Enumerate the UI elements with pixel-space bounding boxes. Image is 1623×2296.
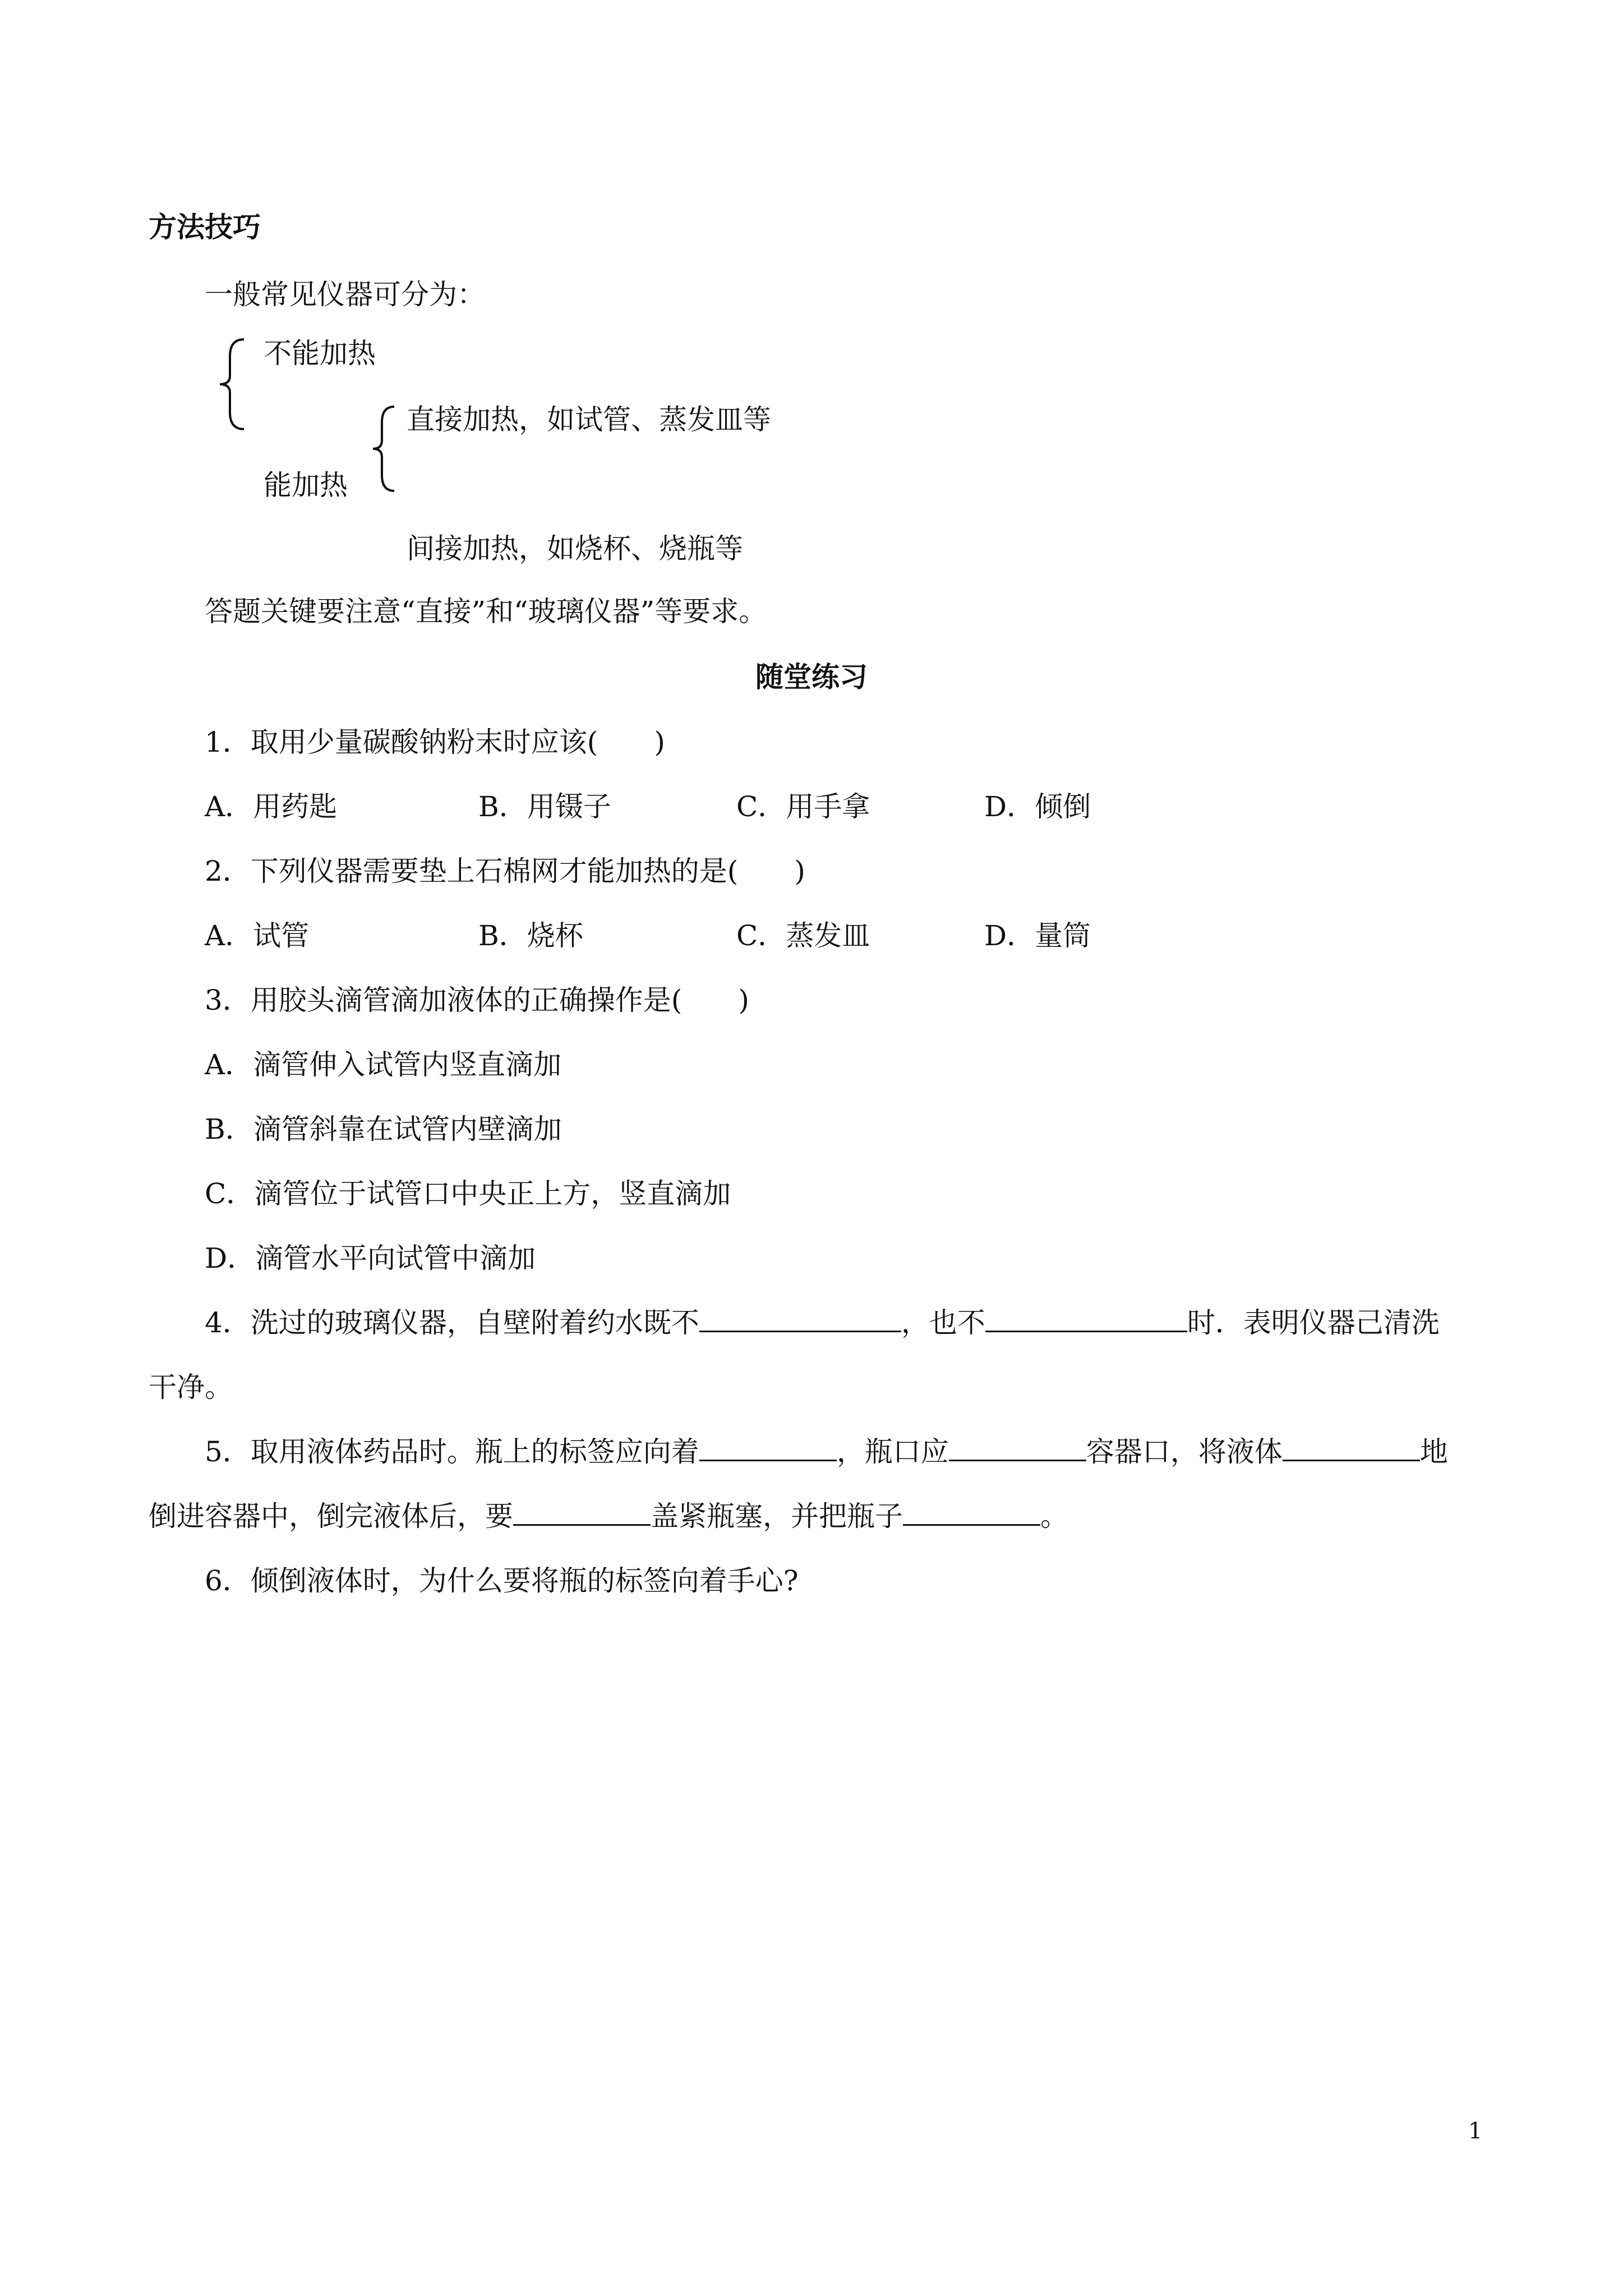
practice-title: 随堂练习 xyxy=(755,660,868,693)
direct-heating-label: 直接加热，如试管、蒸发皿等 xyxy=(407,403,771,436)
question-3-option-d: D．滴管水平向试管中滴加 xyxy=(205,1242,536,1274)
question-2-option-d: D．量筒 xyxy=(984,919,1091,952)
question-3-stem: 3．用胶头滴管滴加液体的正确操作是( ) xyxy=(205,984,749,1016)
question-4-blank-1[interactable] xyxy=(699,1306,901,1332)
question-5-text-3: 容器口，将液体 xyxy=(1086,1435,1283,1468)
question-5-blank-3[interactable] xyxy=(1283,1435,1420,1461)
question-1-option-b: B．用镊子 xyxy=(478,790,611,823)
question-1-option-a: A．用药匙 xyxy=(205,790,338,823)
question-5-line-1 xyxy=(205,1435,1448,1469)
question-5-blank-4[interactable] xyxy=(513,1499,651,1526)
not-heatable-label: 不能加热 xyxy=(264,337,376,370)
question-3-option-c: C．滴管位于试管口中央正上方，竖直滴加 xyxy=(205,1177,731,1210)
question-6-stem: 6．倾倒液体时，为什么要将瓶的标签向着手心? xyxy=(205,1565,799,1597)
indirect-heating-label: 间接加热，如烧杯、烧瓶等 xyxy=(407,532,743,565)
question-5-line-2 xyxy=(149,1499,1068,1533)
question-5-text-6: 盖紧瓶塞，并把瓶子 xyxy=(651,1500,903,1533)
page-number: 1 xyxy=(1468,2118,1483,2144)
key-note: 答题关键要注意“直接”和“玻璃仪器”等要求。 xyxy=(205,595,767,628)
question-5-text-1: 5．取用液体药品时。瓶上的标签应向着 xyxy=(205,1435,699,1468)
question-4-text-1: 4．洗过的玻璃仪器，自壁附着约水既不 xyxy=(205,1306,699,1339)
question-1-option-d: D．倾倒 xyxy=(984,790,1091,823)
question-4-text-3: 时．表明仪器己清洗 xyxy=(1187,1306,1440,1339)
question-4-line-1 xyxy=(205,1306,1440,1340)
outer-brace xyxy=(213,334,252,435)
question-2-option-c: C．蒸发皿 xyxy=(736,919,870,952)
question-2-option-a: A．试管 xyxy=(205,919,310,952)
inner-brace xyxy=(367,401,401,496)
question-3-option-a: A．滴管伸入试管内竖直滴加 xyxy=(205,1048,562,1081)
section-title: 方法技巧 xyxy=(149,210,261,243)
question-5-text-7: 。 xyxy=(1040,1500,1068,1533)
question-2-option-b: B．烧杯 xyxy=(478,919,583,952)
question-4-blank-2[interactable] xyxy=(985,1306,1187,1332)
question-5-text-5: 倒进容器中，倒完液体后，要 xyxy=(149,1500,513,1533)
question-4-text-2: ，也不 xyxy=(901,1306,985,1339)
question-5-text-4: 地 xyxy=(1419,1435,1448,1468)
question-5-blank-1[interactable] xyxy=(699,1435,837,1461)
question-1-option-c: C．用手拿 xyxy=(736,790,870,823)
question-2-stem: 2．下列仪器需要垫上石棉网才能加热的是( ) xyxy=(205,855,805,887)
question-5-text-2: ，瓶口应 xyxy=(836,1435,949,1468)
intro-text: 一般常见仪器可分为： xyxy=(205,278,485,311)
question-1-stem: 1．取用少量碳酸钠粉末时应该( ) xyxy=(205,726,665,758)
question-5-blank-2[interactable] xyxy=(949,1435,1086,1461)
question-3-option-b: B．滴管斜靠在试管内壁滴加 xyxy=(205,1113,562,1145)
question-4-line-2: 干净。 xyxy=(149,1371,233,1404)
heatable-label: 能加热 xyxy=(264,469,348,501)
question-5-blank-5[interactable] xyxy=(903,1499,1040,1526)
